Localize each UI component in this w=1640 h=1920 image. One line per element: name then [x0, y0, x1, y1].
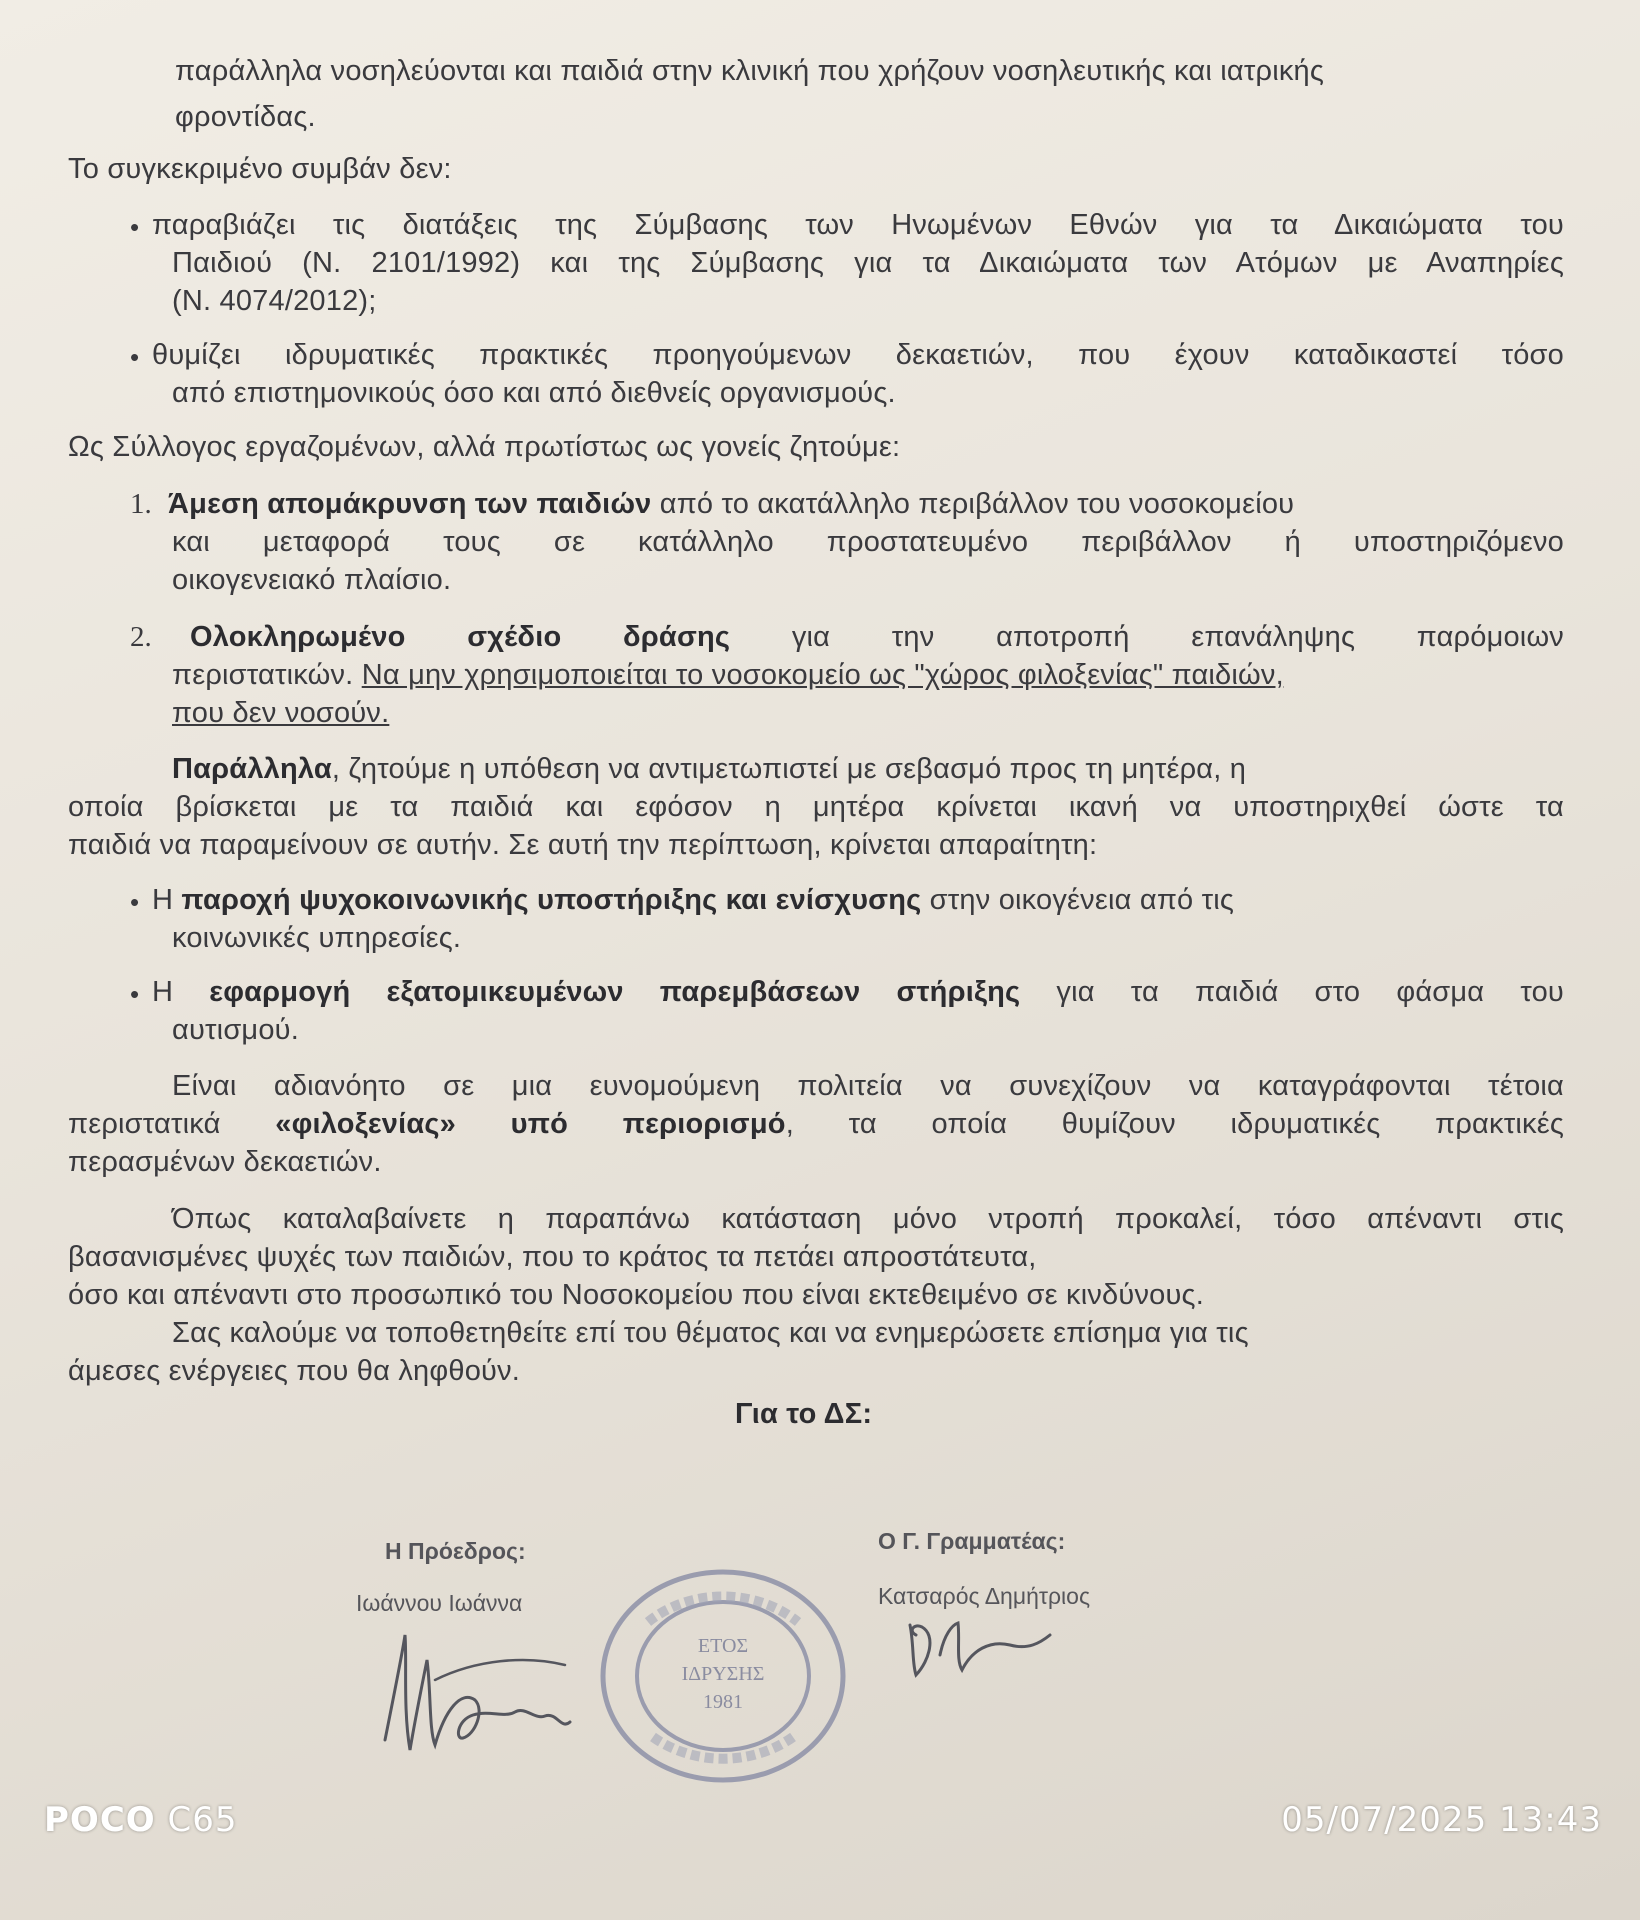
- camera-watermark-datetime: 05/07/2025 13:43: [1281, 1800, 1602, 1840]
- practices-bullet-line-2: από επιστημονικούς όσο και από διεθνείς οργανισμούς.: [172, 377, 896, 409]
- president-name: Ιωάννου Ιωάννα: [356, 1590, 523, 1616]
- bullet-marker: •: [130, 887, 140, 917]
- closing-line-4: Σας καλούμε να τοποθετηθείτε επί του θέματος και να ενημερώσετε επίσημα για τις: [172, 1317, 1249, 1349]
- intro-line-2: φροντίδας.: [175, 101, 316, 133]
- demand-number: 1.: [130, 488, 152, 520]
- violation-bullet-line-1: παραβιάζει τις διατάξεις της Σύμβασης των Ηνωμένων Εθνών για τα Δικαιώματα του: [152, 209, 1564, 241]
- stamp-line-3: 1981: [703, 1691, 743, 1713]
- unthinkable-line-1: Είναι αδιανόητο σε μια ευνομούμενη πολιτεία να συνεχίζουν να καταγράφονται τέτοια: [172, 1070, 1564, 1102]
- bullet-marker: •: [130, 342, 140, 372]
- event-heading: Το συγκεκριμένο συμβάν δεν:: [68, 153, 452, 185]
- stamp-line-1: ΕΤΟΣ: [697, 1635, 749, 1657]
- demand-1-title: Άμεση απομάκρυνση των παιδιών: [168, 488, 652, 520]
- demand-2-line-2: περιστατικών. Να μην χρησιμοποιείται το νοσοκομείο ως "χώρος φιλοξενίας" παιδιών,: [172, 659, 1284, 691]
- camera-watermark-brand: POCO C65: [44, 1800, 238, 1840]
- demand-2-line-3: που δεν νοσούν.: [172, 697, 390, 729]
- closing-line-3: όσο και απέναντι στο προσωπικό του Νοσοκομείου που είναι εκτεθειμένο σε κινδύνους.: [68, 1279, 1204, 1311]
- parallel-bold: Παράλληλα: [172, 753, 332, 785]
- violation-bullet-line-2: Παιδιού (Ν. 2101/1992) και της Σύμβασης για τα Δικαιώματα των Ατόμων με Αναπηρίες: [172, 247, 1564, 279]
- demand-1-line-2: και μεταφορά τους σε κατάλληλο προστατευμένο περιβάλλον ή υποστηριζόμενο: [172, 526, 1564, 558]
- closing-line-2: βασανισμένες ψυχές των παιδιών, που το κράτος τα πετάει απροστάτευτα,: [68, 1241, 1037, 1273]
- secretary-label: Ο Γ. Γραμματέας:: [878, 1528, 1066, 1554]
- parallel-line-1: Παράλληλα, ζητούμε η υπόθεση να αντιμετωπιστεί με σεβασμό προς τη μητέρα, η: [172, 753, 1247, 785]
- closing-line-1: Όπως καταλαβαίνετε η παραπάνω κατάσταση μόνο ντροπή προκαλεί, τόσο απέναντι στις: [172, 1203, 1564, 1235]
- demand-1-line-3: οικογενειακό πλαίσιο.: [172, 564, 452, 596]
- support-bullet-line-1: Η παροχή ψυχοκοινωνικής υποστήριξης και ενίσχυσης στην οικογένεια από τις: [152, 884, 1235, 916]
- intro-line-1: παράλληλα νοσηλεύονται και παιδιά στην κλινική που χρήζουν νοσηλευτικής και ιατρικής: [175, 55, 1325, 87]
- interventions-bullet-line-2: αυτισμού.: [172, 1014, 299, 1046]
- board-label: Για το ΔΣ:: [735, 1398, 873, 1430]
- secretary-name: Κατσαρός Δημήτριος: [878, 1583, 1091, 1609]
- official-stamp: [593, 1562, 853, 1790]
- bullet-marker: •: [130, 212, 140, 242]
- demands-heading: Ως Σύλλογος εργαζομένων, αλλά πρωτίστως ως γονείς ζητούμε:: [68, 431, 901, 463]
- support-bullet-line-2: κοινωνικές υπηρεσίες.: [172, 922, 462, 954]
- demand-1-line-1: Άμεση απομάκρυνση των παιδιών από το ακατάλληλο περιβάλλον του νοσοκομείου: [168, 488, 1295, 520]
- demand-number: 2.: [130, 621, 152, 653]
- demand-2-title: Ολοκληρωμένο σχέδιο δράσης: [190, 621, 731, 653]
- bullet-marker: •: [130, 979, 140, 1009]
- parallel-line-2: οποία βρίσκεται με τα παιδιά και εφόσον η μητέρα κρίνεται ικανή να υποστηριχθεί ώστε τα: [68, 791, 1564, 823]
- president-label: Η Πρόεδρος:: [385, 1538, 526, 1564]
- president-signature: [365, 1620, 585, 1770]
- interventions-bullet-line-1: Η εφαρμογή εξατομικευμένων παρεμβάσεων στήριξης για τα παιδιά στο φάσμα του: [152, 976, 1564, 1008]
- parallel-line-3: παιδιά να παραμείνουν σε αυτήν. Σε αυτή την περίπτωση, κρίνεται απαραίτητη:: [68, 829, 1098, 861]
- stamp-line-2: ΙΔΡΥΣΗΣ: [681, 1663, 765, 1685]
- violation-bullet-line-3: (Ν. 4074/2012);: [172, 285, 377, 317]
- practices-bullet-line-1: θυμίζει ιδρυματικές πρακτικές προηγούμενων δεκαετιών, που έχουν καταδικαστεί τόσο: [152, 339, 1564, 371]
- unthinkable-line-3: περασμένων δεκαετιών.: [68, 1146, 382, 1178]
- demand-2-line-1: Ολοκληρωμένο σχέδιο δράσης για την αποτροπή επανάληψης παρόμοιων: [190, 621, 1564, 653]
- unthinkable-line-2: περιστατικά «φιλοξενίας» υπό περιορισμό, τα οποία θυμίζουν ιδρυματικές πρακτικές: [68, 1108, 1564, 1140]
- closing-line-5: άμεσες ενέργειες που θα ληφθούν.: [68, 1355, 521, 1387]
- secretary-signature: [900, 1605, 1060, 1685]
